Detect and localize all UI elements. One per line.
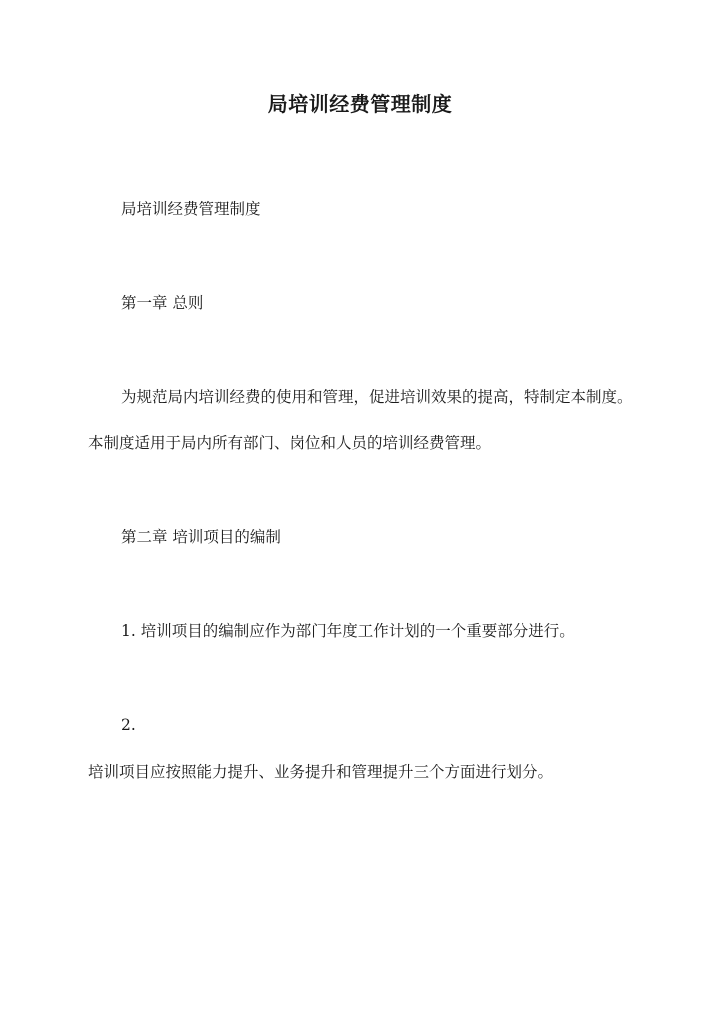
list-item-2-number: 2. <box>121 716 136 734</box>
chapter-1-heading: 第一章 总则 <box>121 294 204 312</box>
list-item-2-text: 培训项目应按照能力提升、业务提升和管理提升三个方面进行划分。 <box>88 763 554 781</box>
chapter-1-paragraph: 为规范局内培训经费的使用和管理，促进培训效果的提高，特制定本制度。本制度适用于局内所有部门、岗位和人员的培训经费管理。 <box>88 388 633 452</box>
document-subtitle: 局培训经费管理制度 <box>121 200 261 218</box>
chapter-2-heading: 第二章 培训项目的编制 <box>121 528 281 546</box>
list-item-1: 1. 培训项目的编制应作为部门年度工作计划的一个重要部分进行。 <box>121 622 575 640</box>
document-title: 局培训经费管理制度 <box>267 92 453 116</box>
